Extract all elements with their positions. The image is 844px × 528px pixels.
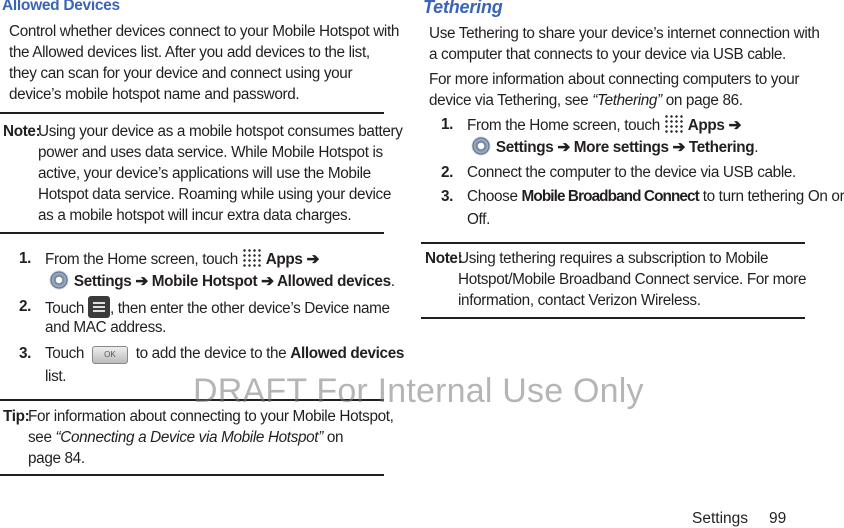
settings-gear-icon — [470, 135, 492, 157]
note-line-1: Using your device as a mobile hotspot consumes battery — [38, 123, 403, 140]
p2-text: device via Tethering, see — [429, 92, 589, 109]
r-apps-label: Apps ➔ — [687, 117, 741, 134]
r-step-1-line-1 — [467, 114, 741, 136]
r-step-2-text: Connect the computer to the device via USB cable. — [467, 164, 796, 181]
tip-rule-bottom — [0, 474, 384, 476]
tip-see: see — [28, 429, 52, 446]
r-step-3-text: Choose — [467, 188, 518, 205]
draft-watermark: DRAFT For Internal Use Only — [193, 372, 644, 410]
step-1-number: 1. — [19, 250, 32, 267]
r-step-1-line-2 — [470, 135, 758, 158]
r-step-3-line-2: Off. — [467, 211, 490, 228]
step-3-line-2: list. — [45, 368, 67, 385]
r-note-line-2: Hotspot/Mobile Broadband Connect service. For more — [458, 271, 807, 288]
r-note-label: Note: — [425, 250, 463, 267]
r-step-2-number: 2. — [441, 164, 454, 181]
tethering-p1-line-1: Use Tethering to share your device’s internet connection with — [429, 25, 820, 42]
r-step-3-number: 3. — [441, 188, 454, 205]
tip-crossref-link[interactable]: “Connecting a Device via Mobile Hotspot” — [55, 429, 323, 446]
apps-grid-icon — [664, 114, 684, 134]
step-2-number: 2. — [19, 298, 32, 315]
note-line-5: as a mobile hotspot will incur extra data charges. — [38, 207, 352, 224]
r-settings-path: Settings ➔ More settings ➔ Tethering — [495, 139, 755, 156]
menu-icon — [88, 296, 110, 318]
note-rule-top — [0, 112, 384, 114]
step-2-line-2: and MAC address. — [45, 319, 167, 336]
intro-line-2: the Allowed devices list. After you add devices to the list, — [9, 44, 370, 61]
r-note-line-3: information, contact Verizon Wireless. — [458, 292, 701, 309]
note-label: Note: — [3, 123, 41, 140]
mobile-broadband-connect-label: Mobile Broadband Connect — [521, 188, 699, 205]
tethering-p2-line-1: For more information about connecting computers to your — [429, 71, 800, 88]
intro-line-1: Control whether devices connect to your Mobile Hotspot with — [9, 23, 400, 40]
step-1-period: . — [390, 273, 395, 290]
r-step-3-line-1 — [467, 186, 844, 207]
step-1-line-2 — [48, 269, 395, 292]
apps-label: Apps ➔ — [265, 251, 319, 268]
footer-section-name: Settings — [692, 510, 749, 527]
step-3-line-1 — [45, 343, 404, 364]
r-note-rule-bottom — [421, 317, 805, 319]
intro-line-3: they can scan for your device and connect using your — [9, 65, 353, 82]
step-2-line-1 — [45, 296, 390, 319]
tip-line-3: page 84. — [28, 450, 85, 467]
tip-on: on — [326, 429, 344, 446]
step-1-text: From the Home screen, touch — [45, 251, 238, 268]
section-heading-allowed-devices: Allowed Devices — [2, 0, 120, 14]
r-note-line-1: Using tethering requires a subscription to Mobile — [458, 250, 769, 267]
r-step-1-text: From the Home screen, touch — [467, 117, 660, 134]
step-3-text-b: to add the device to the — [135, 345, 287, 362]
footer-page-number: 99 — [769, 510, 787, 527]
p2-page: on page 86. — [665, 92, 743, 109]
step-1-line-1 — [45, 248, 319, 270]
note-line-2: power and uses data service. While Mobile Hotspot is — [38, 144, 383, 161]
note-line-3: active, your device’s applications will use the Mobile — [38, 165, 371, 182]
allowed-devices-label: Allowed devices — [290, 345, 405, 362]
r-step-1-period: . — [754, 139, 759, 156]
apps-grid-icon — [242, 248, 262, 268]
tip-label: Tip: — [3, 408, 30, 425]
note-rule-bottom — [0, 232, 384, 234]
step-2-text: Touch — [45, 300, 85, 317]
r-note-rule-top — [421, 242, 805, 244]
r-step-3-text-b: to turn tethering On or — [702, 188, 844, 205]
r-step-1-number: 1. — [441, 116, 454, 133]
settings-path: Settings ➔ Mobile Hotspot ➔ Allowed devices — [73, 273, 391, 290]
step-3-text: Touch — [45, 345, 85, 362]
settings-gear-icon — [48, 269, 70, 291]
tethering-crossref-link[interactable]: “Tethering” — [592, 92, 662, 109]
note-line-4: Hotspot data service. Roaming while using your device — [38, 186, 392, 203]
tethering-p2-line-2 — [429, 90, 743, 111]
tip-line-1: For information about connecting to your Mobile Hotspot, — [28, 408, 394, 425]
tip-line-2 — [28, 427, 343, 448]
ok-button-image: OK — [92, 346, 128, 364]
intro-line-4: device’s mobile hotspot name and password. — [9, 86, 300, 103]
step-3-number: 3. — [19, 345, 32, 362]
step-2-text-b: , then enter the other device’s Device name — [109, 300, 390, 317]
tethering-p1-line-2: a computer that connects to your device via USB cable. — [429, 46, 786, 63]
section-heading-tethering: Tethering — [423, 0, 503, 17]
